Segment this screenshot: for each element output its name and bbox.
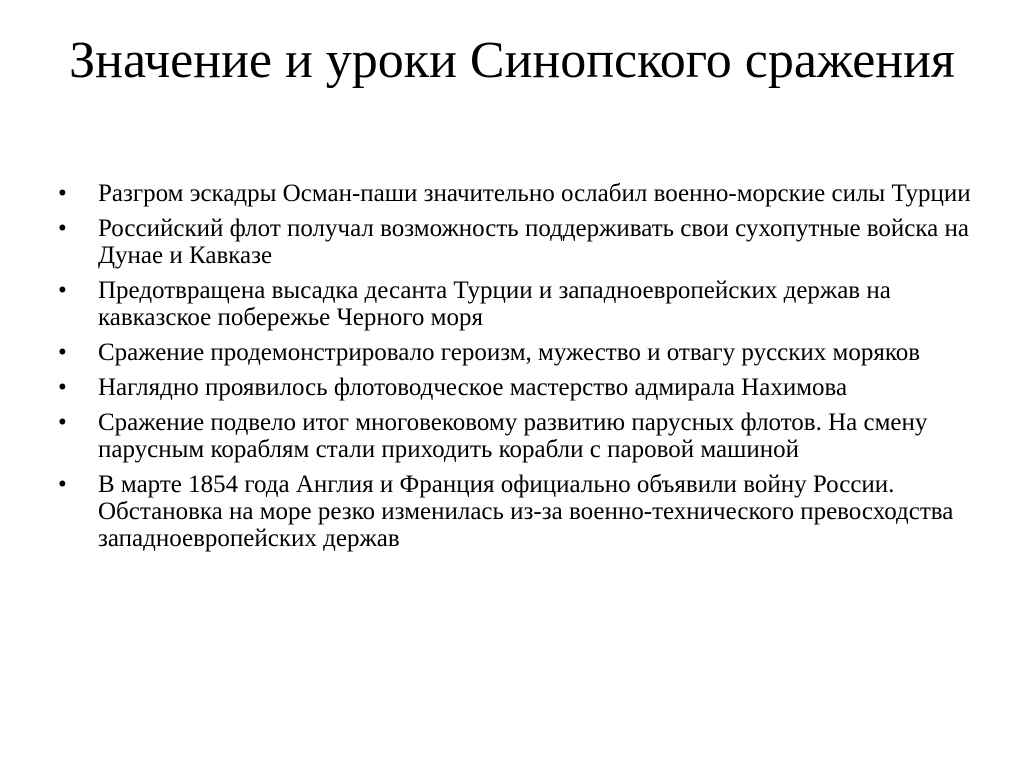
bullet-item [58,471,978,552]
bullet-item [58,215,978,269]
bullet-icon: • [58,374,67,401]
bullet-item [58,180,978,207]
bullet-item [58,409,978,463]
bullet-text: Сражение подвело итог многовековому развитию парусных флотов. На смену парусным кораблям стали приходить корабли с паровой машиной [98,409,928,463]
bullet-item [58,339,978,366]
bullet-text: Сражение продемонстрировало героизм, мужество и отвагу русских моряков [98,339,921,366]
bullet-text: Наглядно проявилось флотоводческое мастерство адмирала Нахимова [98,374,848,401]
bullet-item [58,277,978,331]
bullet-icon: • [58,409,67,436]
bullet-icon: • [58,180,67,207]
bullet-text: Российский флот получал возможность поддерживать свои сухопутные войска на Дунае и Кавказе [98,215,969,269]
bullet-icon: • [58,339,67,366]
bullet-icon: • [58,471,67,498]
bullet-text: Разгром эскадры Осман-паши значительно ослабил военно-морские силы Турции [98,180,971,207]
bullet-text: В марте 1854 года Англия и Франция официально объявили войну России. Обстановка на море резко изменилась из-за военно-технического превосходства западноевропейских держав [98,471,954,552]
bullet-list [58,180,978,560]
bullet-icon: • [58,277,67,304]
bullet-text: Предотвращена высадка десанта Турции и западноевропейских держав на кавказское побережье Черного моря [98,277,891,331]
bullet-item [58,374,978,401]
slide-title: Значение и уроки Синопского сражения [69,32,955,89]
bullet-icon: • [58,215,67,242]
